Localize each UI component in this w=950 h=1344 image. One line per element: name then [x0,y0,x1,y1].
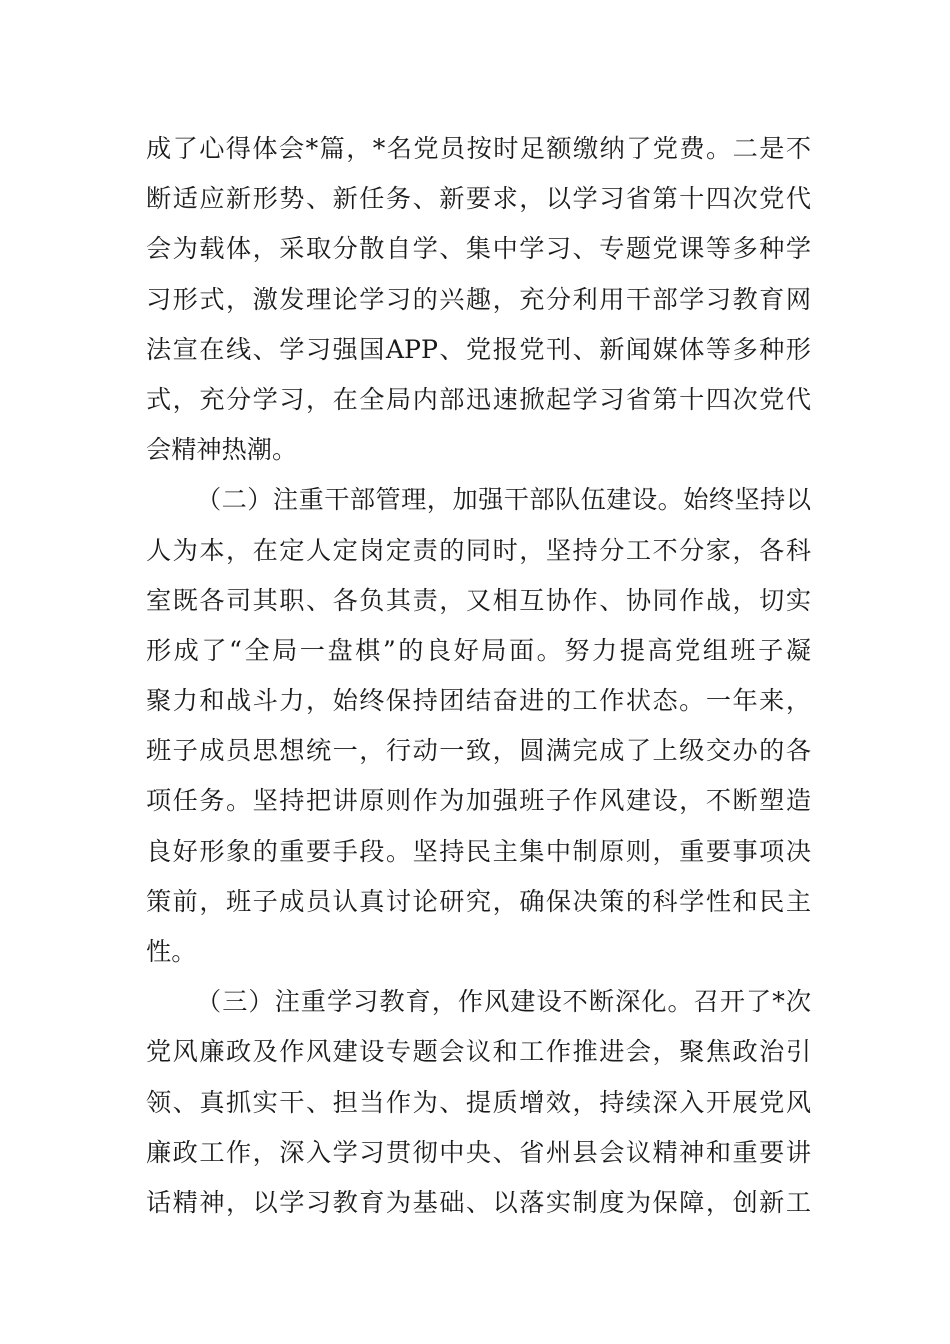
text-line: 领、真抓实干、担当作为、提质增效，持续深入开展党风 [146,1087,811,1117]
text-line: 会精神热潮。 [146,435,298,465]
text-line: 会为载体，采取分散自学、集中学习、专题党课等多种学 [146,234,811,264]
text-line: 良好形象的重要手段。坚持民主集中制原则，重要事项决 [146,836,811,866]
text-line: 党风廉政及作风建设专题会议和工作推进会，聚焦政治引 [146,1037,811,1067]
text-line: 形成了“全局一盘棋”的良好局面。努力提高党组班子凝 [146,635,811,665]
paragraph-heading-line: （三）注重学习教育，作风建设不断深化。召开了*次 [196,987,811,1017]
text-line: 断适应新形势、新任务、新要求，以学习省第十四次党代 [146,184,811,214]
text-line: 性。 [146,937,197,966]
text-line: 策前，班子成员认真讨论研究，确保决策的科学性和民主 [146,886,811,916]
text-line: 聚力和战斗力，始终保持团结奋进的工作状态。一年来， [146,686,811,716]
text-line: 廉政工作，深入学习贯彻中央、省州县会议精神和重要讲 [146,1137,811,1167]
text-line: 式，充分学习，在全局内部迅速掀起学习省第十四次党代 [146,384,811,414]
text-line: 法宣在线、学习强国APP、党报党刊、新闻媒体等多种形 [146,334,811,364]
text-line: 人为本，在定人定岗定责的同时，坚持分工不分家，各科 [146,535,811,565]
paragraph-heading-line: （二）注重干部管理，加强干部队伍建设。始终坚持以 [196,485,811,515]
text-line: 班子成员思想统一，行动一致，圆满完成了上级交办的各 [146,736,811,766]
body-text [146,124,811,1228]
text-line: 习形式，激发理论学习的兴趣，充分利用干部学习教育网 [146,284,811,314]
text-line: 话精神，以学习教育为基础、以落实制度为保障，创新工 [146,1187,811,1217]
text-line: 室既各司其职、各负其责，又相互协作、协同作战，切实 [146,585,811,615]
text-line: 成了心得体会*篇，*名党员按时足额缴纳了党费。二是不 [146,134,811,163]
text-line: 项任务。坚持把讲原则作为加强班子作风建设，不断塑造 [146,786,811,816]
